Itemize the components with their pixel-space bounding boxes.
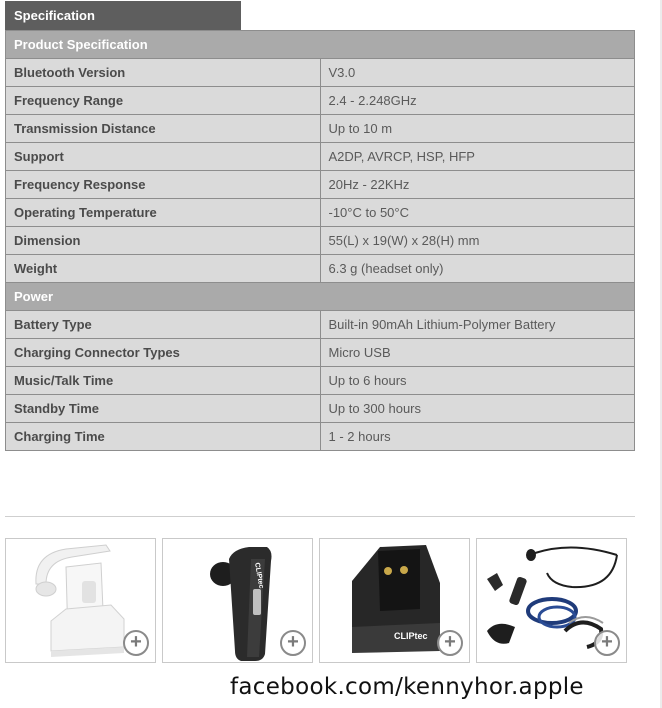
section-header	[6, 31, 635, 59]
spec-row	[6, 171, 635, 199]
spec-label: Frequency Range	[6, 87, 321, 115]
spec-label: Standby Time	[6, 395, 321, 423]
divider	[5, 516, 635, 517]
spec-row	[6, 367, 635, 395]
dock-brand: CLIPtec	[394, 631, 428, 641]
spec-value: Up to 10 m	[320, 115, 635, 143]
specification-table	[5, 30, 635, 451]
spec-row	[6, 255, 635, 283]
spec-value: 1 - 2 hours	[320, 423, 635, 451]
spec-label: Transmission Distance	[6, 115, 321, 143]
spec-label: Frequency Response	[6, 171, 321, 199]
tab-specification[interactable]: Specification	[5, 1, 241, 30]
section-header	[6, 283, 635, 311]
spec-label: Dimension	[6, 227, 321, 255]
gallery-thumb-charging-dock[interactable]	[319, 538, 470, 663]
spec-value: V3.0	[320, 59, 635, 87]
section-title: Product Specification	[6, 31, 635, 59]
spec-label: Weight	[6, 255, 321, 283]
spec-row	[6, 311, 635, 339]
zoom-plus-icon[interactable]: +	[280, 630, 306, 656]
headset-brand: CLIPtec	[253, 562, 265, 590]
spec-row	[6, 87, 635, 115]
spec-label: Music/Talk Time	[6, 367, 321, 395]
spec-label: Bluetooth Version	[6, 59, 321, 87]
product-gallery	[5, 538, 635, 664]
spec-value: A2DP, AVRCP, HSP, HFP	[320, 143, 635, 171]
spec-value: 2.4 - 2.248GHz	[320, 87, 635, 115]
spec-row	[6, 339, 635, 367]
spec-label: Battery Type	[6, 311, 321, 339]
zoom-plus-icon[interactable]: +	[437, 630, 463, 656]
spec-row	[6, 395, 635, 423]
gallery-thumb-white-headset[interactable]	[5, 538, 156, 663]
spec-value: 55(L) x 19(W) x 28(H) mm	[320, 227, 635, 255]
watermark-text: facebook.com/kennyhor.apple	[230, 674, 584, 700]
zoom-plus-icon[interactable]: +	[123, 630, 149, 656]
spec-label: Charging Time	[6, 423, 321, 451]
spec-row	[6, 423, 635, 451]
gallery-thumb-black-headset[interactable]	[162, 538, 313, 663]
spec-value: 6.3 g (headset only)	[320, 255, 635, 283]
spec-value: -10°C to 50°C	[320, 199, 635, 227]
spec-label: Charging Connector Types	[6, 339, 321, 367]
spec-row	[6, 59, 635, 87]
spec-value: Built-in 90mAh Lithium-Polymer Battery	[320, 311, 635, 339]
gallery-thumb-accessories[interactable]	[476, 538, 627, 663]
spec-label: Support	[6, 143, 321, 171]
spec-value: Micro USB	[320, 339, 635, 367]
spec-row	[6, 115, 635, 143]
spec-value: 20Hz - 22KHz	[320, 171, 635, 199]
zoom-plus-icon[interactable]: +	[594, 630, 620, 656]
spec-value: Up to 300 hours	[320, 395, 635, 423]
spec-label: Operating Temperature	[6, 199, 321, 227]
spec-row	[6, 199, 635, 227]
spec-row	[6, 143, 635, 171]
spec-row	[6, 227, 635, 255]
spec-value: Up to 6 hours	[320, 367, 635, 395]
section-title: Power	[6, 283, 635, 311]
